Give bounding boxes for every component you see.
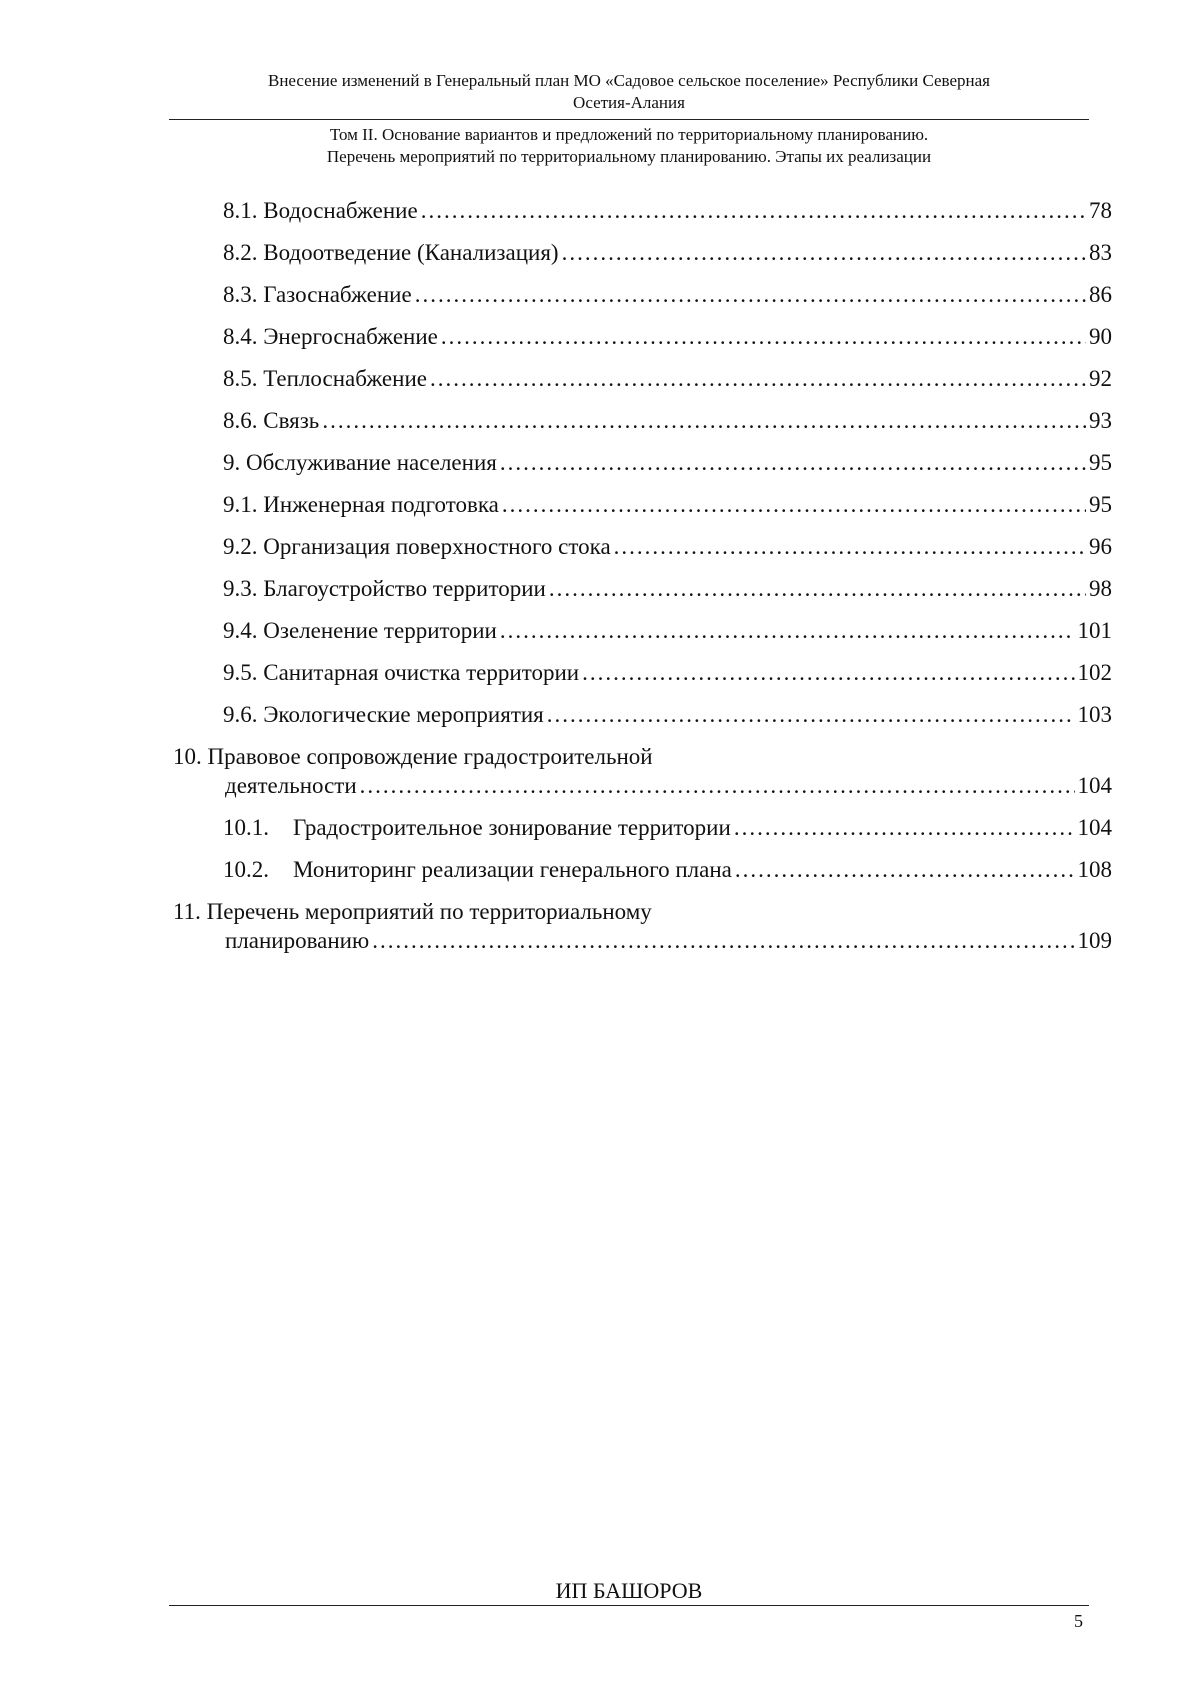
toc-entry-number: 9.5.: [223, 660, 258, 685]
header-volume-line1: Том II. Основание вариантов и предложений по территориальному планированию.: [329, 125, 929, 144]
toc-entry-page: 95: [1089, 450, 1112, 475]
toc-entry-page: 95: [1089, 492, 1112, 517]
toc-leader-dots: [502, 490, 1086, 520]
toc-entry-number: 8.2.: [223, 240, 258, 265]
toc-entry-number: 8.4.: [223, 324, 258, 349]
toc-leader-dots: [547, 700, 1075, 730]
toc-leader-dots: [322, 406, 1086, 436]
document-subheader: [169, 124, 1089, 168]
toc-entry-title: Экологические мероприятия: [263, 702, 544, 727]
toc-leader-dots: [430, 364, 1086, 394]
toc-entry-title: Озеленение территории: [263, 618, 497, 643]
toc-entry-page: 108: [1077, 857, 1112, 882]
toc-entry-page: 109: [1077, 928, 1112, 953]
toc-entry-number: 8.5.: [223, 366, 258, 391]
toc-entry-page: 86: [1089, 282, 1112, 307]
toc-entry-number: 8.3.: [223, 282, 258, 307]
toc-entry[interactable]: [223, 490, 1112, 520]
toc-entry[interactable]: [223, 364, 1112, 394]
toc-entry[interactable]: [223, 616, 1112, 646]
toc-entry[interactable]: [223, 406, 1112, 436]
toc-entry-number: 9.: [223, 450, 241, 475]
toc-entry-title: Инженерная подготовка: [263, 492, 499, 517]
footer-company: ИП БАШОРОВ: [555, 1578, 703, 1603]
toc-entry-number: 8.1.: [223, 198, 258, 223]
footer-divider: [169, 1605, 1089, 1606]
toc-entry-page: 104: [1077, 773, 1112, 798]
toc-leader-dots: [360, 771, 1075, 801]
toc-entry-number: 10.: [173, 744, 202, 769]
toc-entry-page: 104: [1077, 815, 1112, 840]
toc-entry-page: 93: [1089, 408, 1112, 433]
toc-entry[interactable]: [223, 196, 1112, 226]
header-divider: [169, 119, 1089, 120]
toc-entry[interactable]: [223, 813, 1112, 843]
header-title-line2: Осетия-Алания: [573, 93, 685, 112]
toc-entry-number: 11.: [173, 899, 201, 924]
toc-entry[interactable]: [223, 532, 1112, 562]
toc-leader-dots: [372, 926, 1074, 956]
toc-entry-title: Газоснабжение: [263, 282, 412, 307]
toc-entry-title-cont: планированию: [225, 928, 370, 953]
toc-leader-dots: [421, 196, 1086, 226]
toc-entry-page: 101: [1077, 618, 1112, 643]
toc-leader-dots: [549, 574, 1086, 604]
toc-entry-title: Перечень мероприятий по территориальному: [206, 899, 652, 924]
toc-entry-page: 98: [1089, 576, 1112, 601]
toc-leader-dots: [582, 658, 1074, 688]
toc-entry[interactable]: [223, 658, 1112, 688]
toc-entry-number: 9.2.: [223, 534, 258, 559]
toc-entry[interactable]: [223, 574, 1112, 604]
toc-leader-dots: [614, 532, 1086, 562]
toc-entry-title: Связь: [263, 408, 320, 433]
toc-entry-section-11[interactable]: [173, 897, 652, 927]
toc-entry-title: Санитарная очистка территории: [263, 660, 580, 685]
toc-entry[interactable]: [223, 448, 1112, 478]
toc-entry-page: 83: [1089, 240, 1112, 265]
toc-leader-dots: [500, 616, 1075, 646]
document-header: [169, 70, 1089, 114]
toc-entry-page: 96: [1089, 534, 1112, 559]
toc-entry-number: 10.1.: [223, 815, 269, 840]
toc-leader-dots: [735, 855, 1075, 885]
toc-entry-title: Мониторинг реализации генерального плана: [293, 857, 732, 882]
header-volume-line2: Перечень мероприятий по территориальному планированию. Этапы их реализации: [326, 147, 932, 166]
toc-entry-title: Организация поверхностного стока: [263, 534, 611, 559]
toc-entry-number: 9.3.: [223, 576, 258, 601]
toc-entry-title-cont: деятельности: [225, 773, 357, 798]
toc-entry-title: Энергоснабжение: [263, 324, 438, 349]
toc-entry-section-10[interactable]: [173, 742, 653, 772]
toc-entry-page: 78: [1089, 198, 1112, 223]
toc-leader-dots: [562, 238, 1086, 268]
toc-leader-dots: [500, 448, 1086, 478]
toc-entry-title: Водоотведение (Канализация): [263, 240, 559, 265]
toc-entry-number: 8.6.: [223, 408, 258, 433]
toc-entry-number: 10.2.: [223, 857, 269, 882]
toc-entry-title: Водоснабжение: [263, 198, 418, 223]
toc-entry-page: 102: [1077, 660, 1112, 685]
toc-entry-page: 92: [1089, 366, 1112, 391]
toc-entry-title: Градостроительное зонирование территории: [293, 815, 731, 840]
toc-leader-dots: [734, 813, 1075, 843]
toc-entry-title: Теплоснабжение: [263, 366, 427, 391]
toc-entry-title: Обслуживание населения: [246, 450, 497, 475]
toc-entry-number: 9.6.: [223, 702, 258, 727]
toc-entry[interactable]: [223, 322, 1112, 352]
toc-entry[interactable]: [223, 855, 1112, 885]
toc-leader-dots: [415, 280, 1086, 310]
toc-entry-title: Благоустройство территории: [263, 576, 546, 601]
toc-entry-title: Правовое сопровождение градостроительной: [207, 744, 653, 769]
header-title-line1: Внесение изменений в Генеральный план МО «Садовое сельское поселение» Республики Северная: [268, 71, 990, 90]
toc-entry[interactable]: [223, 280, 1112, 310]
toc-entry-page: 103: [1077, 702, 1112, 727]
toc-entry-number: 9.4.: [223, 618, 258, 643]
toc-entry[interactable]: [223, 700, 1112, 730]
toc-entry-continuation[interactable]: [225, 926, 1112, 956]
toc-entry-number: 9.1.: [223, 492, 258, 517]
page-number: 5: [1074, 1611, 1083, 1631]
toc-entry[interactable]: [223, 238, 1112, 268]
toc-leader-dots: [441, 322, 1086, 352]
toc-entry-page: 90: [1089, 324, 1112, 349]
toc-entry-continuation[interactable]: [225, 771, 1112, 801]
